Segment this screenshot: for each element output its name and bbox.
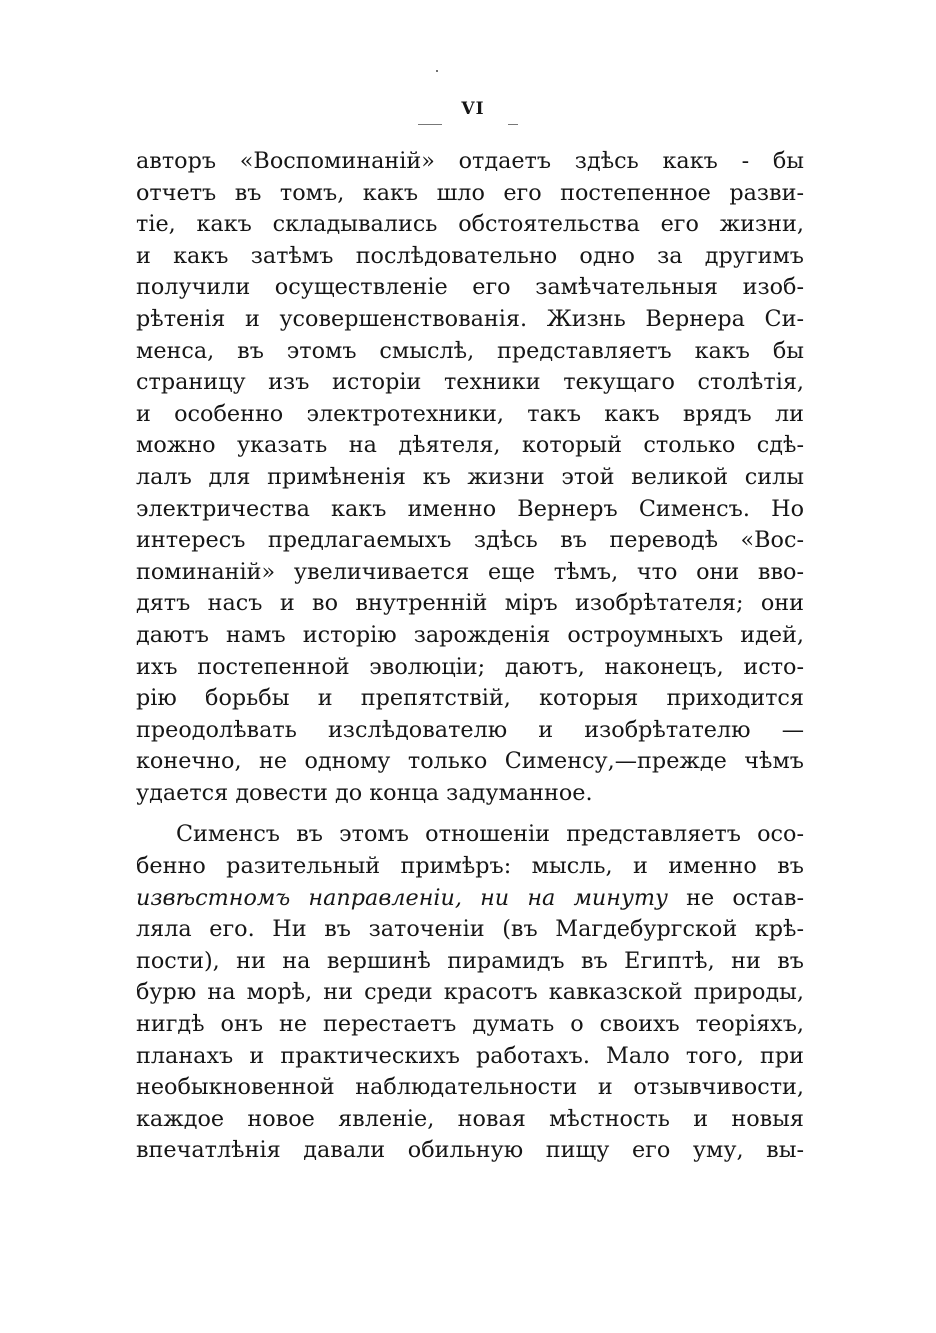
text-line: впечатлѣнія давали обильную пищу его уму, вы- [136,1137,804,1164]
text-line: интересъ предлагаемыхъ здѣсь въ переводѣ «Вос- [136,527,804,554]
text-line: рѣтенія и усовершенствованія. Жизнь Вернера Си- [136,305,804,332]
header-rule-left [418,124,442,125]
text-line: дятъ насъ и во внутренній міръ изобрѣтателя; они [136,590,804,617]
text-line: отчетъ въ томъ, какъ шло его постепенное разви- [136,179,804,206]
text-line: даютъ намъ исторію зарожденія остроумныхъ идей, [136,621,804,648]
text-line: получили осуществленіе его замѣчательныя изоб- [136,274,804,301]
text-line: конечно, не одному только Сименсу,—прежде чѣмъ [136,748,804,775]
text-line-with-italics: извѣстномъ направленіи, ни на минуту не остав- [136,884,804,911]
text-line: авторъ «Воспоминаній» отдаетъ здѣсь какъ - бы [136,148,804,174]
body-text [136,146,804,1167]
text-line: удается довести до конца задуманное. [136,779,593,806]
text-line: ляла его. Ни въ заточеніи (въ Магдебургской крѣ- [136,916,804,943]
paragraph-2 [136,819,804,1167]
text-line: страницу изъ исторіи техники текущаго столѣтія, [136,369,804,396]
print-speck [436,70,438,72]
text-line: можно указать на дѣятеля, который столько сдѣ- [136,432,804,459]
header-rule-right [508,124,518,125]
text-line: планахъ и практическихъ работахъ. Мало того, при [136,1042,804,1069]
text-line: бенно разительный примѣръ: мысль, и именно въ [136,853,804,880]
text-line: нигдѣ онъ не перестаетъ думать о своихъ теоріяхъ, [136,1011,804,1038]
italic-phrase: извѣстномъ направленіи, ни на минуту [136,884,668,911]
text-line: электричества какъ именно Вернеръ Сименсъ. Но [136,495,804,522]
text-line: необыкновенной наблюдательности и отзывчивости, [136,1074,804,1101]
text-line: менса, въ этомъ смыслѣ, представляетъ какъ бы [136,337,804,364]
text-line: поминаній» увеличивается еще тѣмъ, что они вво- [136,558,804,585]
text-line: лалъ для примѣненія къ жизни этой великой силы [136,463,804,490]
text-line: каждое новое явленіе, новая мѣстность и новыя [136,1105,804,1132]
text-line: тіе, какъ складывались обстоятельства его жизни, [136,211,804,238]
paragraph-1 [136,146,804,809]
text-line: и особенно электротехники, такъ какъ врядъ ли [136,400,804,427]
text-line: рію борьбы и препятствій, которыя приходится [136,685,804,712]
text-line: ихъ постепенной эволюціи; даютъ, наконецъ, исто- [136,653,804,680]
text-line: и какъ затѣмъ послѣдовательно одно за другимъ [136,242,804,269]
text-line: пости), ни на вершинѣ пирамидъ въ Египтѣ, ни въ [136,947,804,974]
page-number: VI [461,99,485,119]
text-line: бурю на морѣ, ни среди красотъ кавказской природы, [136,979,804,1006]
text-line: Сименсъ въ этомъ отношеніи представляетъ осо- [176,821,804,848]
page-header [0,98,936,128]
text-line: преодолѣвать изслѣдователю и изобрѣтателю — [136,716,804,743]
